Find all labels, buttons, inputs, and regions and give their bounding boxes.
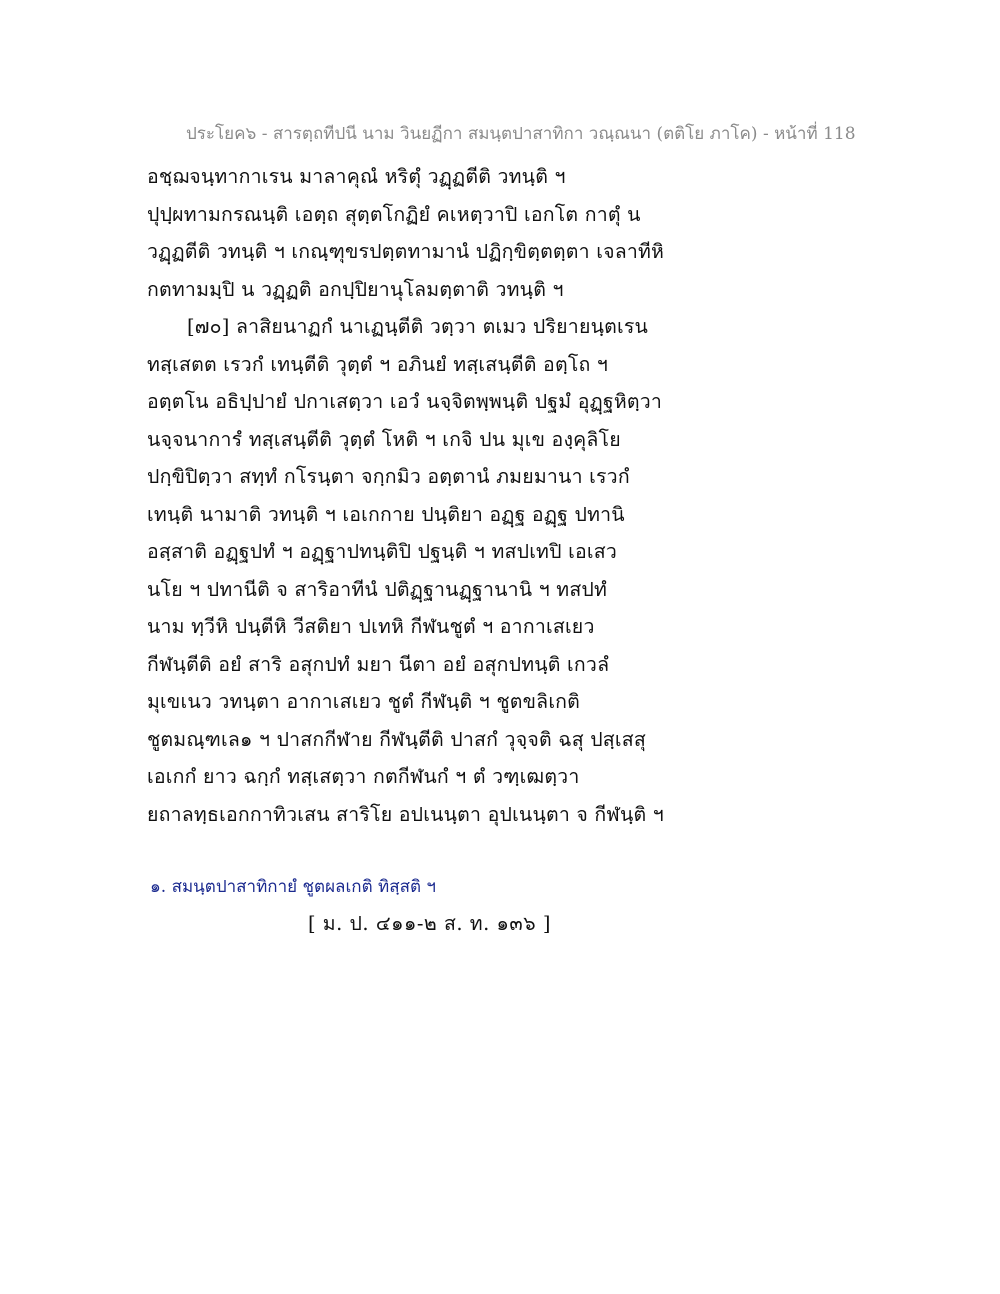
text-line: ยถาลทฺธเอกกาทิวเสน สาริโย อปเนนฺตา อุปเนนฺตา จ กีฬนฺติ ฯ bbox=[147, 802, 664, 826]
running-header: ประโยค๖ - สารตฺถทีปนี นาม วินยฏีกา สมนฺตปาสาทิกา วณฺณนา (ตติโย ภาโค) - หน้าที่ 118 bbox=[186, 124, 856, 144]
text-line: ปกฺขิปิตฺวา สทฺทํ กโรนฺตา จกฺกมิว อตฺตานํ ภมยมานา เรวกํ bbox=[147, 465, 630, 488]
body-text bbox=[147, 158, 707, 833]
text-line: นโย ฯ ปทานีติ จ สาริอาทีนํ ปติฏฺฐานฏฺฐานานิ ฯ ทสปทํ bbox=[147, 577, 608, 601]
text-line: ทสฺเสตต เรวกํ เทนฺตีติ วุตฺตํ ฯ อภินยํ ทสฺเสนฺตีติ อตฺโถ ฯ bbox=[147, 352, 609, 376]
text-line-paragraph-start: [๗๐] ลาสิยนาฏกํ นาเฏนฺตีติ วตฺวา ตเมว ปริยายนฺตเรน bbox=[187, 315, 649, 338]
text-line: กตทามมฺปิ น วฏฺฏติ อกปฺปิยานุโลมตฺตาติ วทนฺติ ฯ bbox=[147, 277, 564, 301]
text-line: ปุปฺผทามกรณนฺติ เอตฺถ สุตฺตโกฏิยํ คเหตฺวาปิ เอกโต กาตุํ น bbox=[147, 202, 641, 226]
text-line: นาม ทฺวีหิ ปนฺตีหิ วีสติยา ปเทหิ กีฬนชูตํ ฯ อากาเสเยว bbox=[147, 615, 595, 638]
text-line: มุเขเนว วทนฺตา อากาเสเยว ชูตํ กีฬนฺติ ฯ ชูตขลิเกติ bbox=[147, 690, 581, 713]
text-line: อสฺสาติ อฏฺฐปทํ ฯ อฏฺฐาปทนฺติปิ ปฐนฺติ ฯ ทสปเทปิ เอเสว bbox=[147, 540, 617, 563]
text-line: เทนฺติ นามาติ วทนฺติ ฯ เอเกกาย ปนฺติยา อฏฺฐ อฏฺฐ ปทานิ bbox=[147, 502, 625, 526]
text-line: ชูตมณฺฑเล๑ ฯ ปาสกกีฬาย กีฬนฺตีติ ปาสกํ วุจฺจติ ฉสุ ปสฺเสสุ bbox=[147, 727, 646, 751]
text-line: อตฺตโน อธิปฺปายํ ปกาเสตฺวา เอวํ นจฺจิตพฺพนฺติ ปฐมํ อุฏฺฐหิตฺวา bbox=[147, 390, 663, 413]
page-reference: [ ม. ป. ๔๑๑-๒ ส. ท. ๑๓๖ ] bbox=[308, 912, 551, 935]
text-line: นจฺจนาการํ ทสฺเสนฺตีติ วุตฺตํ โหติ ฯ เกจิ ปน มุเข องฺคุลิโย bbox=[147, 427, 621, 451]
text-line: วฏฺฏตีติ วทนฺติ ฯ เกณฺฑุขรปตฺตทามานํ ปฏิกฺขิตฺตตฺตา เจลาทีหิ bbox=[147, 240, 665, 263]
footnote: ๑. สมนฺตปาสาทิกายํ ชูตผลเกติ ทิสฺสติ ฯ bbox=[150, 877, 436, 897]
text-line: อชฺฌจนฺทากาเรน มาลาคุณํ หริตุํ วฏฺฏตีติ วทนฺติ ฯ bbox=[147, 165, 566, 188]
text-line: เอเกกํ ยาว ฉกฺกํ ทสฺเสตฺวา กตกีฬนกํ ฯ ตํ วฑฺเฒตฺวา bbox=[147, 765, 580, 788]
text-line: กีฬนฺตีติ อยํ สาริ อสุกปทํ มยา นีตา อยํ อสุกปทนฺติ เกวลํ bbox=[147, 652, 610, 676]
